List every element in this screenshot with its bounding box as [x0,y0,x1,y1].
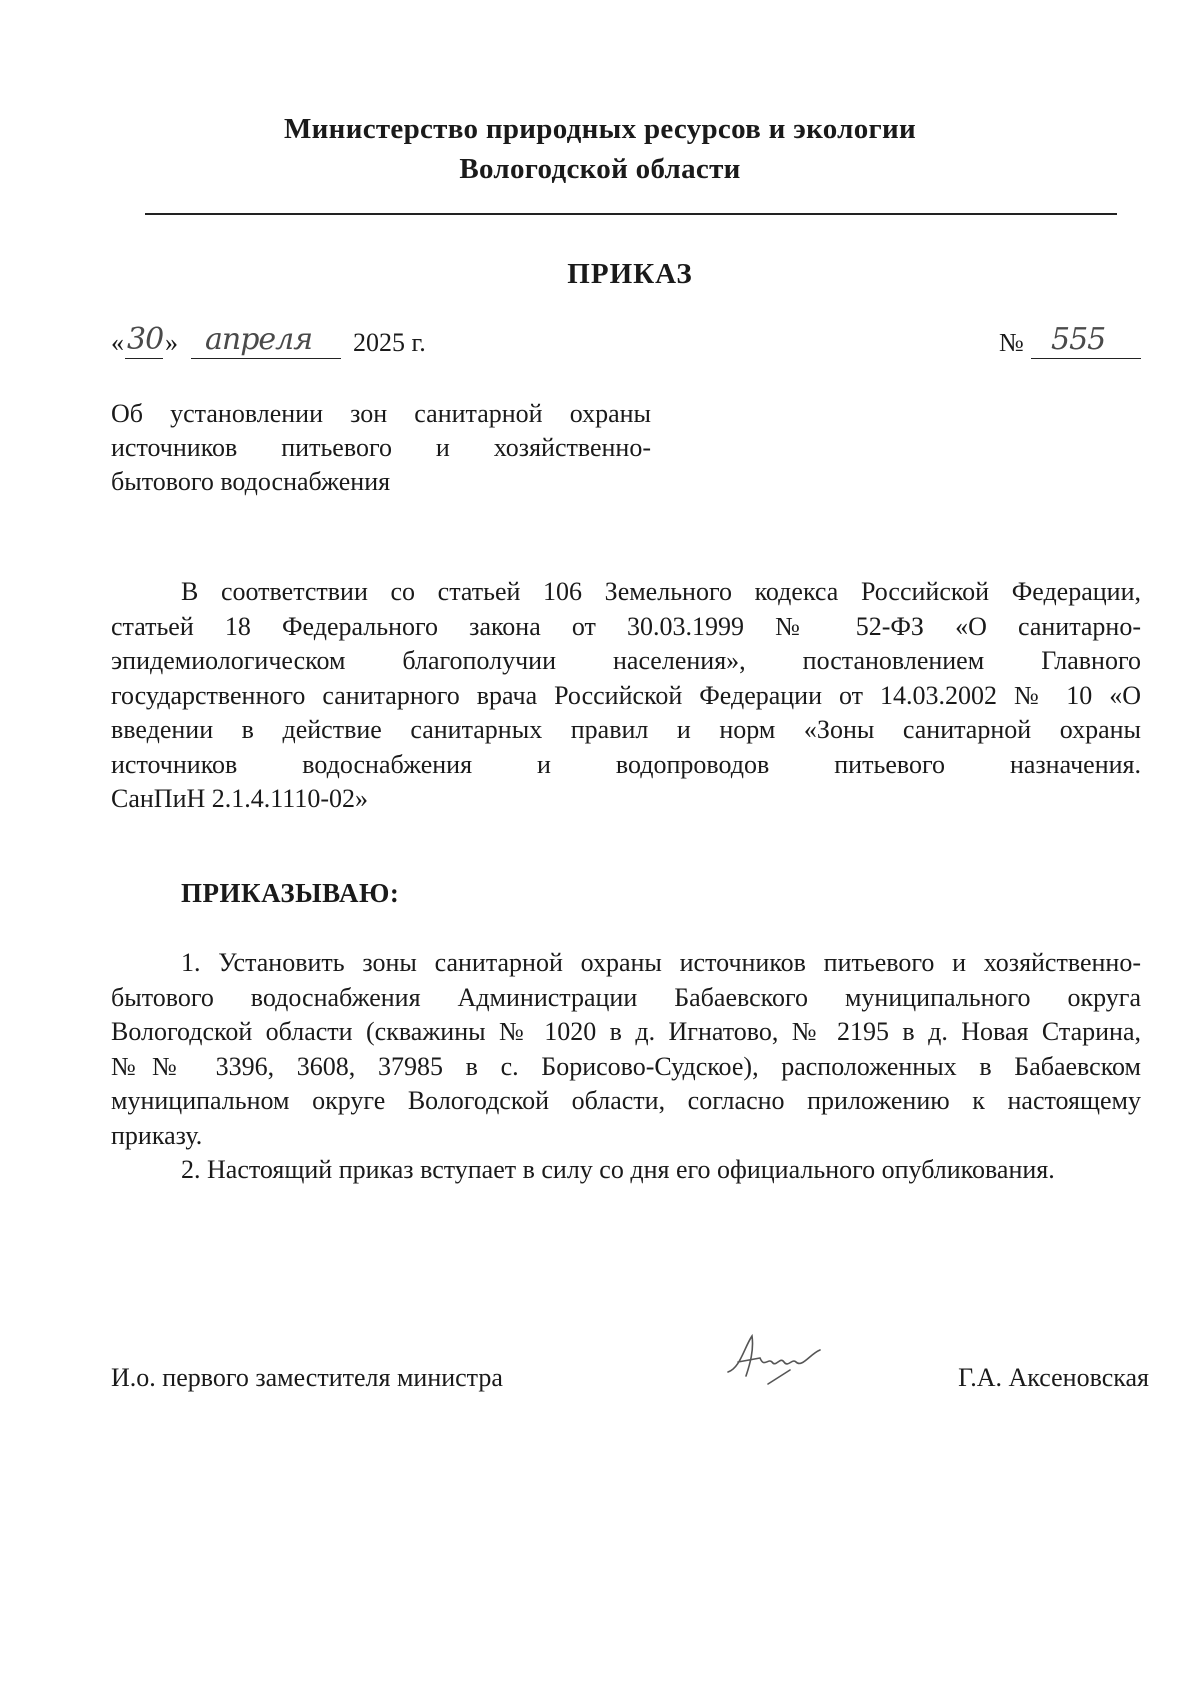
preamble-line: источников водоснабжения и водопроводов питьевого назначения. [111,749,1141,779]
order-heading: ПРИКАЗЫВАЮ: [181,878,400,908]
handwritten-signature [720,1328,830,1388]
date-year: 2025 г. [353,328,426,357]
preamble-line: введении в действие санитарных правил и норм «Зоны санитарной охраны [111,715,1141,744]
number-sign: № [999,328,1024,357]
subject-line: бытового водоснабжения [111,467,391,496]
preamble-paragraph [111,575,1141,817]
preamble-line: статьей 18 Федерального закона от 30.03.1999 № 52-ФЗ «О санитарно- [111,611,1141,641]
item-line: муниципальном округе Вологодской области, согласно приложению к настоящему [111,1086,1141,1115]
preamble-line: В соответствии со статьей 106 Земельного кодекса Российской Федерации, [181,577,1141,606]
ministry-name-line1: Министерство природных ресурсов и экологии [284,113,916,145]
signatory-name: Г.А. Аксеновская [958,1363,1149,1392]
preamble-line: СанПиН 2.1.4.1110-02» [111,784,368,813]
order-number-handwritten: 555 [1051,322,1106,357]
item-line: №№ 3396, 3608, 37985 в с. Борисово-Судское), расположенных в Бабаевском [111,1051,1141,1081]
date-day-handwritten: 30 [127,322,164,357]
ministry-name-line2: Вологодской области [459,153,741,185]
item-line: бытового водоснабжения Администрации Бабаевского муниципального округа [111,982,1141,1012]
date-month-underline [191,358,341,359]
date-day-underline [125,358,163,359]
date-close-quote: » [165,328,178,357]
order-item-2 [111,1153,1141,1188]
item-line: Вологодской области (скважины № 1020 в д. Игнатово, № 2195 в д. Новая Старина, [111,1017,1141,1046]
date-open-quote: « [111,328,124,357]
header-divider [145,213,1117,215]
preamble-line: государственного санитарного врача Российской Федерации от 14.03.2002 № 10 «О [111,680,1141,710]
subject-line: Об установлении зон санитарной охраны [111,399,651,428]
subject-line: источников питьевого и хозяйственно- [111,433,651,462]
item-line: 1. Установить зоны санитарной охраны источников питьевого и хозяйственно- [181,948,1141,977]
document-type-title: ПРИКАЗ [567,258,693,290]
order-item-1 [111,946,1141,1153]
date-month-handwritten: апреля [205,322,313,357]
date-number-line [111,322,1141,362]
signatory-title: И.о. первого заместителя министра [111,1363,503,1392]
order-number-underline [1031,358,1141,359]
order-subject [111,397,651,499]
preamble-line: эпидемиологическом благополучии населения», постановлением Главного [111,646,1141,675]
item-line: приказу. [111,1120,203,1150]
item-line: 2. Настоящий приказ вступает в силу со дня его официального опубликования. [181,1155,1055,1184]
